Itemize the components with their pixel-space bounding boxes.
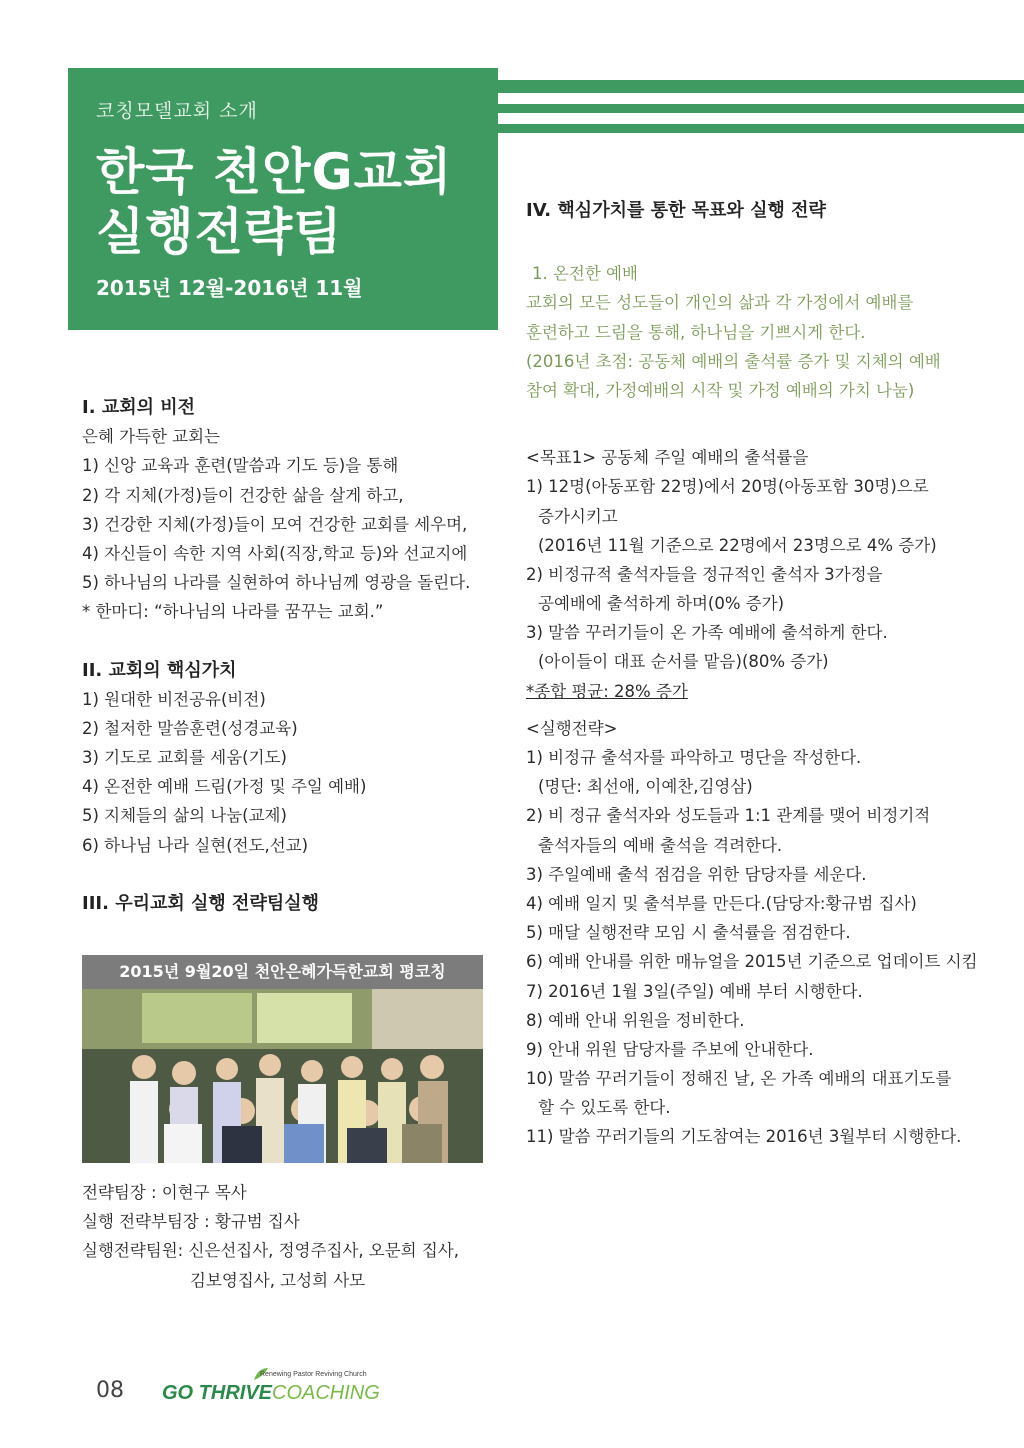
logo-coaching: COACHING [272, 1382, 380, 1404]
vision-line: 2) 각 지체(가정)들이 건강한 삶을 살게 하고, [82, 485, 404, 505]
goal-line: 3) 말씀 꾸러기들이 온 가족 예배에 출석하게 한다. [526, 623, 888, 643]
strategy-line: 5) 매달 실행전략 모임 시 출석률을 점검한다. [526, 923, 851, 943]
team-subleader: 실행 전략부팀장 : 황규범 집사 [82, 1212, 300, 1232]
title-line-2: 실행전략팀 [96, 203, 343, 261]
decor-stripe [498, 124, 1024, 133]
decor-stripe [498, 104, 1024, 113]
right-column [526, 196, 996, 1152]
logo-tagline: Renewing Pastor Reviving Church [260, 1371, 367, 1378]
strategy-line: 할 수 있도록 한다. [538, 1098, 671, 1118]
section-heading-core-values: II. 교회의 핵심가치 [82, 659, 237, 681]
go-thrive-coaching-logo [162, 1366, 382, 1406]
vision-motto: * 한마디: “하나님의 나라를 꿈꾸는 교회.” [82, 602, 384, 622]
vision-line: 1) 신앙 교육과 훈련(말씀과 기도 등)을 통해 [82, 456, 399, 476]
team-members [82, 1178, 492, 1295]
strategy-line: 4) 예배 일지 및 출석부를 만든다.(담당자:황규범 집사) [526, 893, 917, 913]
strategy-line: 8) 예배 안내 위원을 정비한다. [526, 1010, 745, 1030]
strategy-line: 11) 말씀 꾸러기들의 기도참여는 2016년 3월부터 시행한다. [526, 1127, 962, 1147]
logo-go-thrive: GO THRIVE [162, 1382, 273, 1404]
core-value-item: 2) 철저한 말씀훈련(성경교육) [82, 718, 298, 738]
section-heading-team: III. 우리교회 실행 전략팀실행 [82, 892, 319, 914]
strategy-title: <실행전략> [526, 718, 618, 738]
group-photo-illustration [82, 989, 483, 1163]
title-line-1: 한국 천안G교회 [96, 143, 453, 201]
goal-line: 공예배에 출석하게 하며(0% 증가) [538, 594, 785, 614]
goal-line: (2016년 11월 기준으로 22명에서 23명으로 4% 증가) [538, 535, 937, 555]
section-heading-strategy: IV. 핵심가치를 통한 목표와 실행 전략 [526, 200, 826, 221]
strategy-line: 출석자들의 예배 출석을 격려한다. [538, 835, 783, 855]
core-value-item: 3) 기도로 교회를 세움(기도) [82, 748, 287, 768]
team-members-line: 실행전략팀원: 신은선집사, 정영주집사, 오문희 집사, [82, 1241, 459, 1261]
strategy-line: (명단: 최선애, 이예찬,김영삼) [538, 777, 753, 797]
strategy-list [526, 743, 996, 1152]
average-summary: *종합 평균: 28% 증가 [526, 681, 688, 701]
vision-line: 5) 하나님의 나라를 실현하여 하나님께 영광을 돌린다. [82, 573, 471, 593]
header-date: 2015년 12월-2016년 11월 [96, 276, 363, 300]
worship-description: (2016년 초점: 공동체 예배의 출석률 증가 및 지체의 예배 [526, 351, 941, 371]
team-leader: 전략팀장 : 이현구 목사 [82, 1183, 247, 1202]
core-value-item: 5) 지체들의 삶의 나눔(교제) [82, 806, 287, 826]
goal-line: 1) 12명(아동포함 22명)에서 20명(아동포함 30명)으로 [526, 477, 929, 497]
photo-caption: 2015년 9월20일 천안은혜가득한교회 평코칭 [82, 955, 483, 989]
worship-description: 교회의 모든 성도들이 개인의 삶과 각 가정에서 예배를 [526, 293, 914, 313]
decor-stripe [498, 80, 1024, 93]
strategy-line: 7) 2016년 1월 3일(주일) 예배 부터 시행한다. [526, 981, 863, 1001]
vision-line: 4) 자신들이 속한 지역 사회(직장,학교 등)와 선교지에 [82, 543, 468, 563]
section-heading-vision: I. 교회의 비전 [82, 397, 196, 418]
core-value-item: 4) 온전한 예배 드림(가정 및 주일 예배) [82, 777, 367, 797]
core-value-item: 6) 하나님 나라 실현(전도,선교) [82, 835, 309, 855]
strategy-line: 2) 비 정규 출석자와 성도들과 1:1 관계를 맺어 비정기적 [526, 806, 931, 826]
subsection-heading: 1. 온전한 예배 [532, 264, 638, 284]
page-number: 08 [96, 1378, 124, 1403]
header-banner [68, 68, 498, 330]
team-photo [82, 955, 483, 1163]
strategy-line: 3) 주일예배 출석 점검을 위한 담당자를 세운다. [526, 864, 867, 884]
strategy-line: 9) 안내 위원 담당자를 주보에 안내한다. [526, 1039, 814, 1059]
header-subtitle: 코칭모델교회 소개 [96, 100, 258, 122]
goal-line: 증가시키고 [538, 506, 618, 526]
strategy-line: 1) 비정규 출석자를 파악하고 명단을 작성한다. [526, 748, 862, 767]
worship-description: 훈련하고 드림을 통해, 하나님을 기쁘시게 한다. [526, 322, 866, 342]
vision-line: 3) 건강한 지체(가정)들이 모여 건강한 교회를 세우며, [82, 514, 468, 534]
left-column [82, 393, 492, 918]
team-members-line: 김보영집사, 고성희 사모 [190, 1270, 366, 1290]
core-value-item: 1) 원대한 비전공유(비전) [82, 689, 266, 709]
strategy-line: 6) 예배 안내를 위한 매뉴얼을 2015년 기준으로 업데이트 시킴 [526, 952, 978, 972]
vision-line: 은혜 가득한 교회는 [82, 427, 221, 447]
goal-line: 2) 비정규적 출석자들을 정규적인 출석자 3가정을 [526, 564, 883, 584]
worship-description: 참여 확대, 가정예배의 시작 및 가정 예배의 가치 나눔) [526, 380, 915, 400]
goal-list [526, 472, 996, 676]
goal-line: (아이들이 대표 순서를 맡음)(80% 증가) [538, 652, 829, 672]
page-title [96, 142, 452, 262]
strategy-line: 10) 말씀 꾸러기들이 정해진 날, 온 가족 예배의 대표기도를 [526, 1069, 952, 1089]
goal-title: <목표1> 공동체 주일 예배의 출석률을 [526, 448, 809, 468]
